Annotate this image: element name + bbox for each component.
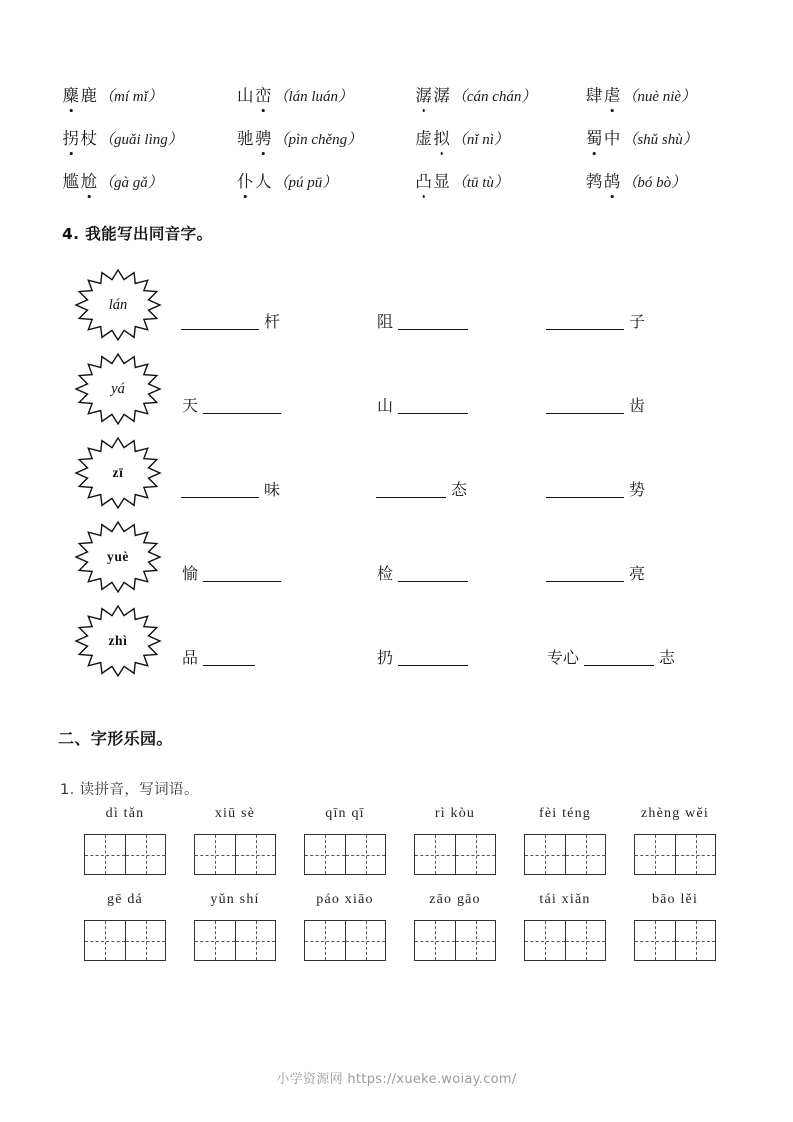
- pinyin-choice-item[interactable]: [585, 82, 734, 105]
- word-chars: [415, 131, 451, 148]
- pinyin-prompt: dì tǎn: [105, 806, 145, 821]
- tianzige-writing-box[interactable]: [634, 834, 716, 875]
- answer-blank[interactable]: [546, 394, 624, 414]
- tianzige-writing-box[interactable]: [524, 920, 606, 961]
- slot-suffix-char: 味: [264, 480, 281, 500]
- slot-prefix-char: 检: [377, 564, 394, 584]
- homophone-answer-slot[interactable]: [374, 394, 470, 414]
- character: 肆: [585, 86, 603, 105]
- pinyin-choice-item[interactable]: [585, 168, 734, 191]
- pinyin-choice-item[interactable]: [62, 125, 236, 148]
- homophone-answer-slot[interactable]: [544, 310, 648, 330]
- tianzige-square[interactable]: [125, 921, 165, 960]
- tianzige-square[interactable]: [565, 921, 605, 960]
- tianzige-square[interactable]: [565, 835, 605, 874]
- homophone-answer-slot[interactable]: [179, 394, 283, 414]
- homophone-answer-slot[interactable]: [179, 478, 283, 498]
- write-words-block: [70, 806, 730, 978]
- starburst-pinyin-badge: [74, 268, 162, 342]
- starburst-pinyin-badge: [74, 604, 162, 678]
- pinyin-choice-item[interactable]: [62, 82, 236, 105]
- tianzige-cell-wrap: [400, 834, 510, 884]
- character: 杖: [80, 129, 98, 148]
- character: 鹿: [80, 86, 98, 105]
- homophone-row: [74, 352, 734, 436]
- tianzige-writing-box[interactable]: [634, 920, 716, 961]
- pinyin-prompt: bāo lěi: [651, 892, 699, 907]
- word-chars: [62, 88, 98, 105]
- answer-blank[interactable]: [181, 310, 259, 330]
- word-chars: [236, 174, 272, 191]
- starburst-pinyin-label: yá: [111, 380, 125, 397]
- tianzige-writing-box[interactable]: [304, 920, 386, 961]
- character: 驰: [236, 129, 254, 148]
- pinyin-choice-item[interactable]: [415, 82, 585, 105]
- tianzige-cell-wrap: [400, 920, 510, 970]
- marked-character: 尬: [80, 172, 98, 191]
- tianzige-square[interactable]: [455, 921, 495, 960]
- tianzige-writing-box[interactable]: [414, 834, 496, 875]
- pinyin-prompt: xiū sè: [214, 806, 256, 821]
- tianzige-square[interactable]: [525, 921, 565, 960]
- marked-character: 虐: [603, 86, 621, 105]
- tianzige-writing-box[interactable]: [84, 834, 166, 875]
- slot-prefix-char: 山: [377, 396, 394, 416]
- slot-prefix-char: 专心: [547, 648, 580, 668]
- character: 山: [236, 86, 254, 105]
- slot-prefix-char: 天: [182, 396, 199, 416]
- tianzige-writing-box[interactable]: [194, 834, 276, 875]
- marked-character: 峦: [254, 86, 272, 105]
- tianzige-cell-wrap: [180, 834, 290, 884]
- pinyin-choice-row: [62, 82, 734, 125]
- pinyin-choice-row: [62, 125, 734, 168]
- marked-character: 鸪: [603, 172, 621, 191]
- homophone-row: [74, 268, 734, 352]
- word-chars: [236, 131, 272, 148]
- character: 虚: [415, 129, 433, 148]
- slot-prefix-char: 阻: [377, 312, 394, 332]
- pinyin-options[interactable]: （bó bò）: [622, 175, 687, 191]
- tianzige-square[interactable]: [415, 835, 455, 874]
- homophone-row: [74, 436, 734, 520]
- pinyin-prompt: páo xiāo: [316, 892, 374, 907]
- pinyin-options[interactable]: （nǐ nì）: [451, 132, 509, 148]
- character: 尴: [62, 172, 80, 191]
- tianzige-square[interactable]: [305, 835, 345, 874]
- word-chars: [585, 88, 621, 105]
- answer-blank[interactable]: [203, 394, 281, 414]
- answer-blank[interactable]: [546, 478, 624, 498]
- answer-blank[interactable]: [181, 478, 259, 498]
- tianzige-square[interactable]: [345, 835, 385, 874]
- tianzige-square[interactable]: [305, 921, 345, 960]
- slot-prefix-char: 品: [182, 648, 199, 668]
- slot-suffix-char: 态: [451, 480, 468, 500]
- tianzige-square[interactable]: [125, 835, 165, 874]
- starburst-pinyin-label: yuè: [106, 549, 130, 564]
- tianzige-cell-wrap: [70, 920, 180, 970]
- tianzige-square[interactable]: [525, 835, 565, 874]
- answer-blank[interactable]: [398, 394, 468, 414]
- pinyin-label-row: [70, 806, 730, 834]
- slot-suffix-char: 亮: [629, 564, 646, 584]
- pinyin-options[interactable]: （cán chán）: [451, 89, 537, 105]
- homophone-answer-slot[interactable]: [374, 310, 470, 330]
- tianzige-square[interactable]: [195, 835, 235, 874]
- homophone-answer-slot[interactable]: [544, 646, 678, 666]
- homophone-answer-slot[interactable]: [179, 562, 283, 582]
- character: 显: [433, 172, 451, 191]
- tianzige-cell-wrap: [620, 834, 730, 884]
- pinyin-choice-item[interactable]: [236, 168, 414, 191]
- homophone-answer-slot[interactable]: [374, 646, 470, 666]
- character: 鹁: [585, 172, 603, 191]
- tianzige-square[interactable]: [195, 921, 235, 960]
- tianzige-writing-box[interactable]: [414, 920, 496, 961]
- pinyin-prompt: fèi téng: [539, 806, 591, 821]
- pinyin-label-row: [70, 892, 730, 920]
- homophone-answer-slot[interactable]: [374, 562, 470, 582]
- tianzige-cell-wrap: [180, 920, 290, 970]
- homophone-row: [74, 520, 734, 604]
- slot-prefix-char: 愉: [182, 564, 199, 584]
- footer-watermark: 小学资源网 https://xueke.woiay.com/: [276, 1072, 517, 1087]
- slot-suffix-char: 杆: [264, 312, 281, 332]
- pinyin-options[interactable]: （mí mǐ）: [99, 89, 163, 105]
- tianzige-square[interactable]: [235, 835, 275, 874]
- word-chars: [62, 174, 98, 191]
- pinyin-options[interactable]: （guǎi lìng）: [99, 132, 183, 148]
- tianzige-cell-wrap: [620, 920, 730, 970]
- tianzige-writing-box[interactable]: [524, 834, 606, 875]
- marked-character: 拟: [433, 129, 451, 148]
- tianzige-square[interactable]: [675, 921, 715, 960]
- pinyin-prompt: qīn qī: [325, 806, 365, 821]
- character: 人: [254, 172, 272, 191]
- pinyin-choice-row: [62, 168, 734, 211]
- write-words-rowset: [70, 892, 730, 970]
- marked-character: 凸: [415, 172, 433, 191]
- tianzige-cell-wrap: [290, 834, 400, 884]
- word-chars: [62, 131, 98, 148]
- homophone-block: [74, 268, 734, 688]
- pinyin-options[interactable]: （pìn chěng）: [273, 132, 363, 148]
- tianzige-writing-box[interactable]: [194, 920, 276, 961]
- heading-dupinyin: 1. 读拼音，写词语。: [60, 782, 199, 798]
- answer-blank[interactable]: [546, 562, 624, 582]
- homophone-answer-slot[interactable]: [179, 310, 283, 330]
- tianzige-writing-box[interactable]: [304, 834, 386, 875]
- tianzige-row: [70, 920, 730, 970]
- word-chars: [236, 88, 272, 105]
- tianzige-cell-wrap: [70, 834, 180, 884]
- write-words-rowset: [70, 806, 730, 884]
- heading-zixing: 二、字形乐园。: [58, 729, 173, 748]
- slot-suffix-char: 志: [659, 648, 676, 668]
- pinyin-prompt: yǔn shí: [210, 892, 260, 907]
- marked-character: 拐: [62, 129, 80, 148]
- tianzige-writing-box[interactable]: [84, 920, 166, 961]
- pinyin-options[interactable]: （pú pū）: [273, 175, 338, 191]
- pinyin-options[interactable]: （lán luán）: [273, 89, 354, 105]
- tianzige-square[interactable]: [235, 921, 275, 960]
- slot-suffix-char: 子: [629, 312, 646, 332]
- marked-character: 骋: [254, 129, 272, 148]
- homophone-answer-slot[interactable]: [374, 478, 470, 498]
- pinyin-choice-item[interactable]: [585, 125, 734, 148]
- pinyin-prompt: gē dá: [107, 892, 143, 907]
- word-chars: [415, 88, 451, 105]
- pinyin-options[interactable]: （shǔ shù）: [622, 132, 698, 148]
- pinyin-choice-item[interactable]: [236, 125, 414, 148]
- tianzige-square[interactable]: [85, 921, 125, 960]
- tianzige-square[interactable]: [415, 921, 455, 960]
- pinyin-prompt: tái xiǎn: [539, 892, 591, 907]
- pinyin-choice-block: [62, 82, 734, 211]
- answer-blank[interactable]: [398, 646, 468, 666]
- starburst-pinyin-badge: [74, 352, 162, 426]
- answer-blank[interactable]: [203, 562, 281, 582]
- slot-suffix-char: 齿: [629, 396, 646, 416]
- tianzige-cell-wrap: [510, 920, 620, 970]
- tianzige-square[interactable]: [635, 835, 675, 874]
- slot-suffix-char: 势: [629, 480, 646, 500]
- starburst-pinyin-label: lán: [108, 296, 128, 313]
- starburst-pinyin-badge: [74, 436, 162, 510]
- answer-blank[interactable]: [398, 562, 468, 582]
- homophone-answer-slot[interactable]: [544, 394, 648, 414]
- pinyin-prompt: zhèng wěi: [641, 806, 709, 821]
- pinyin-options[interactable]: （tū tù）: [451, 175, 509, 191]
- answer-blank[interactable]: [584, 646, 654, 666]
- slot-prefix-char: 扔: [377, 648, 394, 668]
- tianzige-row: [70, 834, 730, 884]
- marked-character: 潺: [415, 86, 433, 105]
- word-chars: [415, 174, 451, 191]
- starburst-pinyin-label: zhì: [108, 633, 128, 648]
- word-chars: [585, 131, 621, 148]
- character: 中: [603, 129, 621, 148]
- pinyin-choice-item[interactable]: [415, 125, 585, 148]
- tianzige-cell-wrap: [510, 834, 620, 884]
- pinyin-prompt: zāo gāo: [429, 892, 481, 907]
- answer-blank[interactable]: [376, 478, 446, 498]
- marked-character: 麋: [62, 86, 80, 105]
- answer-blank[interactable]: [398, 310, 468, 330]
- character: 潺: [433, 86, 451, 105]
- homophone-row: [74, 604, 734, 688]
- pinyin-choice-item[interactable]: [415, 168, 585, 191]
- marked-character: 仆: [236, 172, 254, 191]
- starburst-pinyin-label: zī: [112, 465, 124, 480]
- heading-tongyin: 4. 我能写出同音字。: [62, 225, 213, 243]
- answer-blank[interactable]: [546, 310, 624, 330]
- answer-blank[interactable]: [203, 646, 255, 666]
- tianzige-cell-wrap: [290, 920, 400, 970]
- tianzige-square[interactable]: [85, 835, 125, 874]
- pinyin-choice-item[interactable]: [62, 168, 236, 191]
- pinyin-options[interactable]: （gà gǎ）: [99, 175, 163, 191]
- tianzige-square[interactable]: [635, 921, 675, 960]
- tianzige-square[interactable]: [675, 835, 715, 874]
- tianzige-square[interactable]: [455, 835, 495, 874]
- marked-character: 蜀: [585, 129, 603, 148]
- pinyin-options[interactable]: （nuè niè）: [622, 89, 697, 105]
- pinyin-choice-item[interactable]: [236, 82, 414, 105]
- tianzige-square[interactable]: [345, 921, 385, 960]
- pinyin-prompt: rì kòu: [434, 806, 476, 821]
- homophone-answer-slot[interactable]: [179, 646, 257, 666]
- starburst-pinyin-badge: [74, 520, 162, 594]
- homophone-answer-slot[interactable]: [544, 478, 648, 498]
- homophone-answer-slot[interactable]: [544, 562, 648, 582]
- word-chars: [585, 174, 621, 191]
